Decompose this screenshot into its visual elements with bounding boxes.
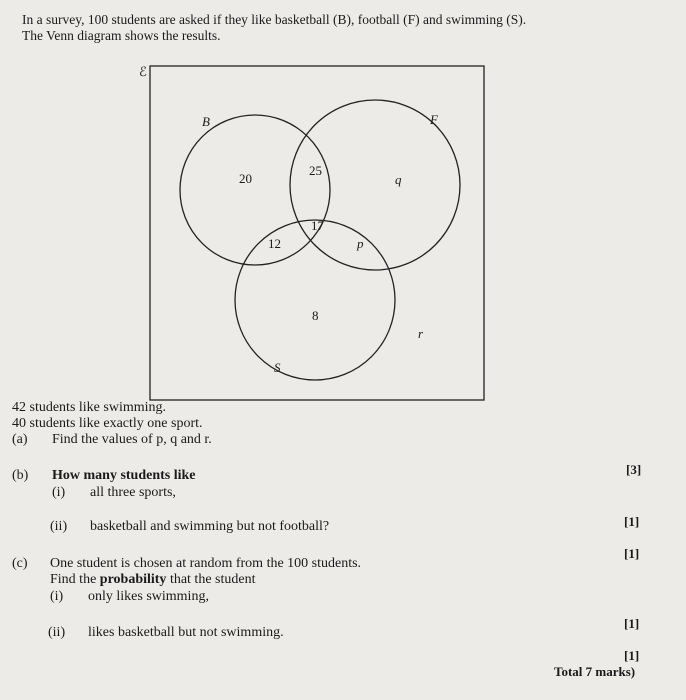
part-b-ii-marks: [1] [624, 546, 640, 561]
fact-swimming: 42 students like swimming. [12, 400, 166, 415]
part-a-label: (a) [12, 432, 28, 447]
circle-swimming [235, 220, 395, 380]
region-s-only: 8 [312, 308, 319, 323]
part-b-i-label: (i) [52, 485, 66, 500]
region-b-s-only: 12 [268, 236, 281, 251]
region-f-only: q [395, 172, 402, 187]
set-label-f: F [430, 112, 438, 127]
part-b-i-marks: [1] [624, 514, 640, 529]
region-f-s-only: p [357, 236, 364, 251]
region-all-three: 17 [311, 218, 324, 233]
part-a-text: Find the values of p, q and r. [52, 432, 212, 447]
part-b-ii-text: basketball and swimming but not football? [90, 519, 330, 534]
part-c-label: (c) [12, 556, 28, 571]
region-b-f-only: 25 [309, 163, 322, 178]
part-b-ii-label: (ii) [50, 519, 68, 534]
part-c-i-label: (i) [50, 589, 64, 604]
part-c-text-1: One student is chosen at random from the 100 students. [50, 556, 362, 571]
universal-set-label: ℰ [139, 64, 147, 79]
region-outside: r [418, 326, 424, 341]
part-b-i-text: all three sports, [90, 485, 176, 500]
part-c-i-text: only likes swimming, [88, 589, 209, 604]
part-a-marks: [3] [626, 462, 642, 477]
part-c-i-marks: [1] [624, 616, 640, 631]
part-b-text: How many students like [52, 468, 196, 483]
part-c-ii-label: (ii) [48, 625, 66, 640]
part-b-label: (b) [12, 468, 29, 483]
region-b-only: 20 [239, 171, 252, 186]
part-c-ii-marks: [1] [624, 648, 640, 663]
total-marks: Total 7 marks) [554, 664, 636, 679]
intro-line-2: The Venn diagram shows the results. [22, 28, 221, 43]
fact-one-sport: 40 students like exactly one sport. [12, 416, 203, 431]
set-label-b: B [202, 114, 210, 129]
set-label-s: S [274, 360, 281, 375]
circle-basketball [180, 115, 330, 265]
intro-line-1: In a survey, 100 students are asked if they like basketball (B), football (F) and swimming (S). [22, 12, 527, 27]
part-c-ii-text: likes basketball but not swimming. [88, 625, 284, 640]
part-c-text-2: Find the probability that the student [50, 572, 256, 587]
